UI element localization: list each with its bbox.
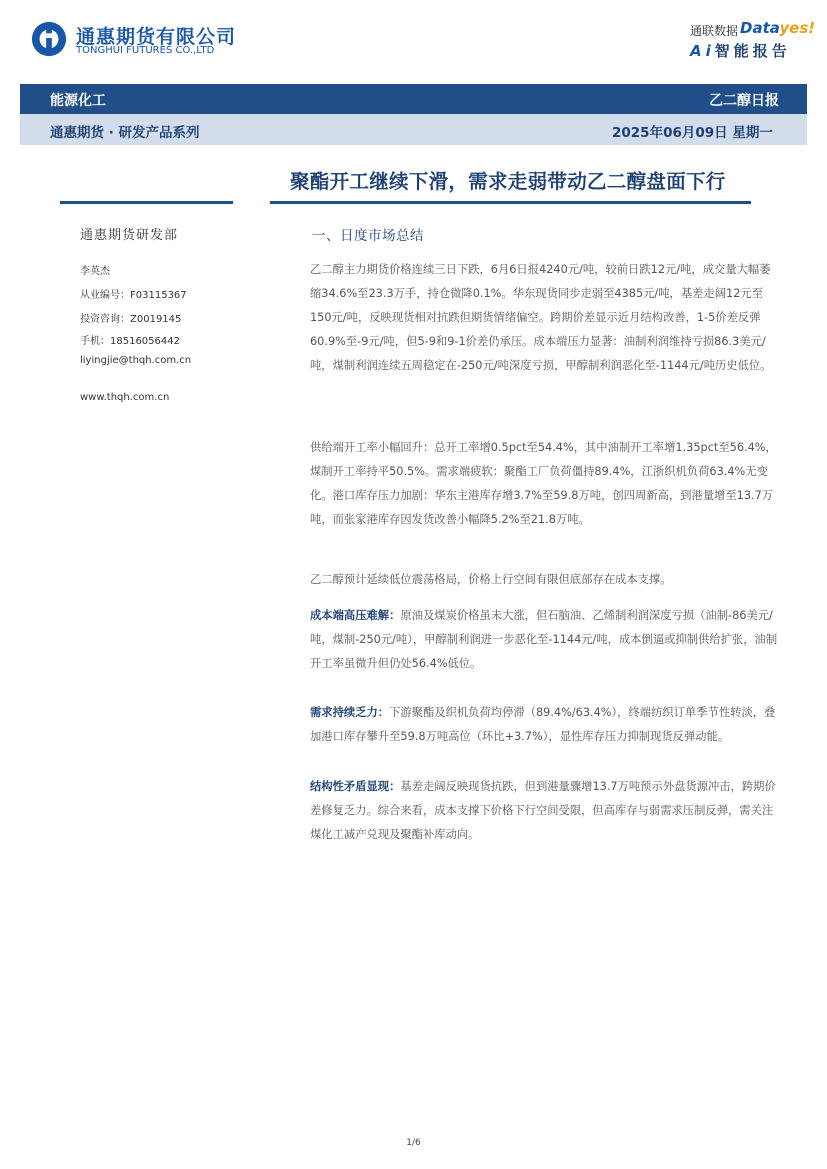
datayes-brand-suffix: yes! — [779, 19, 816, 37]
paragraph-text: 乙二醇预计延续低位震荡格局，价格上行空间有限但底部存在成本支撑。 — [310, 573, 672, 586]
category-label: 能源化工 — [50, 93, 106, 109]
summary-paragraph-3 — [310, 568, 780, 592]
consult-value: Z0019145 — [130, 314, 182, 325]
report-date: 2025年06月09日 星期一 — [612, 125, 773, 141]
paragraph-text: 供给端开工率小幅回升：总开工率增0.5pct至54.4%，其中油制开工率增1.35pct至56.4%，煤制开工率持平50.5%。需求端疲软：聚酯工厂负荷僵持89.4%，江浙织机负荷63.4%无变化。港口库存压力加剧：华东主港库存增3.7%至59.8万吨，创四周新高，到港量增至13.7万吨，而张家港库存因发货改善小幅降5.2%至21.8万吨。 — [310, 441, 777, 526]
analysis-structure — [310, 775, 780, 847]
ai-mark: Ai — [690, 42, 715, 60]
report-type-label: 乙二醇日报 — [709, 93, 779, 109]
company-name-cn: 通惠期货有限公司 — [76, 26, 237, 48]
website-link[interactable]: www.thqh.com.cn — [80, 392, 170, 403]
analysis-demand-text: 下游聚酯及织机负荷均停滞（89.4%/63.4%），终端纺织订单季节性转淡，叠加港口库存攀升至59.8万吨高位（环比+3.7%），显性库存压力抑制现货反弹动能。 — [310, 706, 776, 743]
analyst-name: 李英杰 — [80, 266, 110, 277]
headline-divider — [270, 201, 751, 204]
datayes-brand-main: Data — [740, 19, 780, 37]
analysis-structure-label: 结构性矛盾显现： — [310, 780, 401, 793]
license-number — [80, 286, 187, 301]
summary-paragraph-2 — [310, 436, 780, 532]
analysis-demand-label: 需求持续乏力： — [310, 706, 390, 719]
datayes-brand — [740, 19, 815, 37]
email-link[interactable]: liyingjie@thqh.com.cn — [80, 355, 192, 366]
report-headline: 聚酯开工继续下滑，需求走弱带动乙二醇盘面下行 — [290, 170, 726, 193]
phone-label: 手机： — [80, 336, 110, 347]
ai-report-text: 智能报告 — [714, 42, 791, 60]
phone-number — [80, 332, 180, 347]
series-label: 通惠期货 · 研发产品系列 — [50, 125, 200, 141]
analysis-cost — [310, 604, 780, 676]
page-number: 1/6 — [406, 1138, 421, 1148]
license-value: F03115367 — [130, 290, 187, 301]
company-name-en: TONGHUI FUTURES CO.,LTD — [76, 45, 215, 56]
summary-paragraph-1 — [310, 258, 780, 378]
license-label: 从业编号： — [80, 290, 130, 301]
ai-report-label — [690, 40, 791, 61]
sidebar-divider — [60, 201, 233, 204]
consult-number — [80, 310, 181, 325]
analysis-structure-text: 基差走阔反映现货抗跌，但到港量骤增13.7万吨预示外盘货源冲击，跨期价差修复乏力。综合来看，成本支撑下价格下行空间受限，但高库存与弱需求压制反弹，需关注煤化工减产兑现及聚酯补库动向。 — [310, 780, 776, 841]
phone-value: 18516056442 — [110, 336, 180, 347]
datayes-cn-label: 通联数据 — [690, 24, 739, 38]
paragraph-text: 乙二醇主力期货价格连续三日下跌，6月6日报4240元/吨，较前日跌12元/吨，成交量大幅萎缩34.6%至23.3万手，持仓微降0.1%。华东现货同步走弱至4385元/吨，基差走阔12元至150元/吨，反映现货相对抗跌但期货情绪偏空。跨期价差显示近月结构改善，1-5价差反弹60.9%至-9元/吨，但5-9和9-1价差仍承压。成本端压力显著：油制利润维持亏损86.3美元/吨，煤制利润连续五周稳定在-250元/吨深度亏损，甲醇制利润恶化至-1144元/吨历史低位。 — [310, 263, 772, 372]
analysis-cost-text: 原油及煤炭价格虽未大涨，但石脑油、乙烯制利润深度亏损（油制-86美元/吨，煤制-250元/吨），甲醇制利润进一步恶化至-1144元/吨，成本倒逼或抑制供给扩张，油制开工率虽微升但仍处56.4%低位。 — [310, 609, 778, 670]
section-title: 一、日度市场总结 — [312, 228, 424, 244]
sidebar-department: 通惠期货研发部 — [80, 228, 179, 243]
category-band — [20, 84, 807, 114]
consult-label: 投资咨询： — [80, 314, 130, 325]
analysis-demand — [310, 701, 780, 749]
company-logo-icon — [30, 20, 68, 58]
analysis-cost-label: 成本端高压难解： — [310, 609, 401, 622]
